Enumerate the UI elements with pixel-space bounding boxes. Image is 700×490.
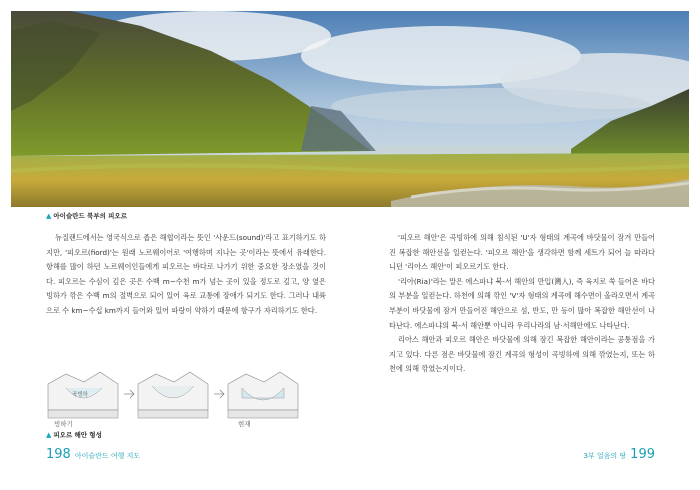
footer-right	[583, 447, 655, 462]
right-running-title: 3부 얼음의 땅	[583, 452, 627, 460]
right-paragraph-3: 리아스 해안과 피오르 해안은 바닷물에 의해 잠긴 복잡한 해안이라는 공통점을 가지고 있다. 다른 점은 바닷물에 잠긴 계곡의 형성이 곡빙하에 의해 깎였는지, 또는 하천에 의해 깎였는지이다.	[389, 335, 655, 374]
photo-caption	[46, 211, 127, 220]
triangle-marker-icon: ▲	[46, 431, 52, 439]
fjord-landscape-image	[11, 11, 689, 207]
right-paragraph-1: '피오르 해안'은 곡빙하에 의해 침식된 'U'자 형태의 계곡에 바닷물이 잠겨 만들어진 복잡한 해안선을 일컫는다. '피오르 해안'을 생각하면 함께 세트가 되어 늘 따라다니던 '리아스 해안'이 피오르기도 한다.	[389, 233, 655, 272]
fjord-photo	[11, 11, 689, 207]
diagram-caption-text: 피오르 해안 형성	[53, 431, 102, 439]
diagram-caption	[46, 430, 102, 439]
left-running-title: 아이슬란드 여행 지도	[74, 452, 141, 460]
right-page-number: 199	[630, 447, 655, 462]
left-text-column	[46, 231, 326, 319]
left-paragraph-1: 뉴질랜드에서는 영국식으로 좁은 해협이라는 뜻인 '사운드(sound)'라고 표기하기도 하지만, '피오르(fiord)'는 원래 노르웨이어로 '여행하며 지나는 곳'이라는 뜻에서 유래한다. 항해를 많이 하던 노르웨이인들에게 피오르는 바다로 나가기 위한 중요한 장소였을 것이다. 피오르는 수심이 깊은 곳은 수백 m~수천 m가 넘는 곳이 있을 정도로 깊고, 양 옆은 빙하가 깎은 수백 m의 절벽으로 되어 있어 육로 교통에 장애가 되기도 한다. 그러나 내륙으로 수 km~수십 km까지 들어와 있어 파랑이 약하기 때문에 항구가 자리하기도 한다.	[46, 233, 326, 315]
fjord-formation-diagram	[46, 366, 300, 426]
diagram-label-present: 현재	[238, 420, 251, 428]
right-text-column	[389, 231, 655, 377]
right-paragraph-2: '리아(Ria)'라는 말은 에스파냐 북-서 해안의 만입(灣入), 즉 육지로 쑥 들어온 바다의 부분을 일컫는다. 하천에 의해 깎인 'V'자 형태의 계곡에 해수면이 올라오면서 계곡 부분이 바닷물에 잠겨 만들어진 해안으로 섬, 반도, 만 등이 많아 복잡한 해안선이 나타난다. 에스파냐의 북-서 해안뿐 아니라 우리나라의 남·서해안에도 나타난다.	[389, 276, 655, 330]
triangle-marker-icon: ▲	[46, 212, 52, 220]
diagram-label-glacial-period: 빙하기	[54, 420, 73, 428]
footer-left	[46, 447, 140, 462]
left-page-number: 198	[46, 447, 71, 462]
diagram-inner-label: 곡빙하	[72, 392, 88, 398]
photo-caption-text: 아이슬란드 북부의 피오르	[53, 212, 127, 220]
